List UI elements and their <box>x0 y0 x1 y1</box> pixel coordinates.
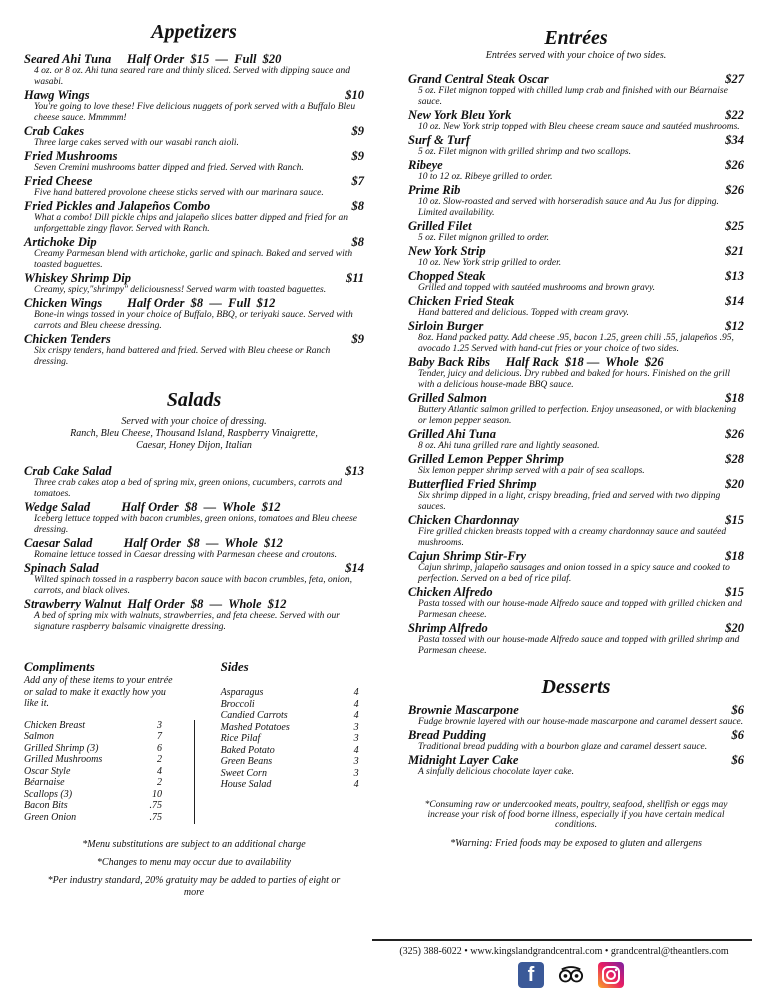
menu-item-description: A bed of spring mix with walnuts, strawberries, and feta cheese. Served with our signature raspberry balsamic vinaigrette dressing. <box>34 611 340 632</box>
menu-item-description: Cajun shrimp, jalapeño sausages and onion tossed in a spicy sauce and cooked to perfection. Served on a bed of rice pilaf. <box>418 563 730 584</box>
facebook-icon[interactable]: f <box>518 962 544 988</box>
list-item <box>24 754 187 766</box>
list-item-name: Chicken Breast <box>24 719 86 731</box>
footer-contact: (325) 388-6022 • www.kingslandgrandcentral.com • grandcentral@theantlers.com <box>399 946 729 957</box>
menu-item-header <box>24 597 364 611</box>
menu-item <box>408 513 744 549</box>
list-item-price: 3 <box>157 719 162 731</box>
menu-item-header <box>24 199 364 213</box>
menu-item-price: $10 <box>345 88 364 102</box>
list-item-price: .75 <box>149 811 162 823</box>
list-item <box>221 710 364 722</box>
list-item-name: Rice Pilaf <box>220 733 261 744</box>
menu-item-description: 10 to 12 oz. Ribeye grilled to order. <box>418 172 553 182</box>
menu-item-price: $26 <box>725 183 744 197</box>
menu-item-description: Fire grilled chicken breasts topped with a creamy chardonnay sauce and sautéed mushrooms. <box>418 527 727 548</box>
appetizers-title: Appetizers <box>151 21 237 43</box>
menu-item-header <box>24 235 364 249</box>
list-item-name: Salmon <box>24 731 54 742</box>
menu-item-name: Seared Ahi Tuna Half Order $15 — Full $20 <box>24 52 282 66</box>
menu-item-price: $26 <box>725 158 744 172</box>
menu-item-name: Chicken Tenders <box>24 332 111 346</box>
menu-item-description: Five hand battered provolone cheese sticks served with our marinara sauce. <box>34 188 324 198</box>
menu-item-name: Butterflied Fried Shrimp <box>408 477 537 491</box>
menu-item-description: 4 oz. or 8 oz. Ahi tuna seared rare and thinly sliced. Served with dipping sauce and wasabi. <box>34 66 351 87</box>
appetizers-list <box>24 52 364 368</box>
menu-item-price <box>330 500 364 514</box>
list-item <box>24 800 187 812</box>
menu-item-header <box>24 174 364 188</box>
menu-item-name: Prime Rib <box>408 183 461 197</box>
menu-item-header <box>408 294 744 308</box>
sides-section <box>221 659 364 823</box>
menu-item-price: $18 <box>725 391 744 405</box>
list-item-price: 4 <box>353 779 359 790</box>
list-item-name: Asparagus <box>220 687 264 698</box>
salads-dressings-1: Ranch, Bleu Cheese, Thousand Island, Raspberry Vinaigrette, <box>70 428 318 439</box>
salads-subtitle: Served with your choice of dressing. <box>121 416 267 427</box>
menu-item-name: Chicken Fried Steak <box>408 294 515 308</box>
note-raw-food: *Consuming raw or undercooked meats, poultry, seafood, shellfish or eggs may increase your risk of food borne illness, especially if you have certain medical conditions. <box>424 800 728 830</box>
menu-item-description: Buttery Atlantic salmon grilled to perfection. Enjoy unseasoned, or with blackening or lemon pepper season. <box>418 405 737 426</box>
menu-item-description: Six shrimp dipped in a light, crispy breading, fried and served with two dipping sauces. <box>418 491 721 512</box>
menu-item-header <box>408 183 744 197</box>
list-item-price: .75 <box>149 800 162 811</box>
compliments-section <box>24 659 187 823</box>
menu-item-name: Brownie Mascarpone <box>408 703 519 717</box>
menu-item <box>24 500 364 536</box>
menu-item-name: Chicken Wings Half Order $8 — Full $12 <box>24 296 276 310</box>
menu-item-price: $8 <box>351 235 364 249</box>
list-item-price: 7 <box>157 731 162 742</box>
menu-item-description: Creamy Parmesan blend with artichoke, garlic and spinach. Baked and served with toasted baguettes. <box>34 249 353 270</box>
menu-item-name: Bread Pudding <box>408 728 487 742</box>
menu-item-name: Grand Central Steak Oscar <box>408 72 549 86</box>
menu-item <box>408 391 744 427</box>
menu-item-name: Chopped Steak <box>408 269 486 283</box>
compliments-intro: Add any of these items to your entrée or salad to make it exactly how you like it. <box>24 675 173 709</box>
menu-item-name: Fried Mushrooms <box>24 149 118 163</box>
menu-item-header <box>24 464 364 478</box>
menu-item-description: A sinfully delicious chocolate layer cake. <box>418 767 574 777</box>
menu-item <box>408 427 744 452</box>
list-item-name: Béarnaise <box>24 777 65 788</box>
menu-item-name: Chicken Chardonnay <box>408 513 519 527</box>
desserts-list <box>408 703 744 778</box>
menu-item <box>24 332 364 368</box>
menu-item <box>24 235 364 271</box>
note-fried-foods: *Warning: Fried foods may be exposed to gluten and allergens <box>450 838 702 849</box>
menu-item <box>24 536 364 561</box>
list-item <box>24 743 187 755</box>
menu-item <box>408 477 744 513</box>
menu-item-name: Fried Cheese <box>24 174 93 188</box>
list-item-name: Green Beans <box>220 756 273 767</box>
list-item-name: Mashed Potatoes <box>220 721 290 733</box>
menu-item-description: Six lemon pepper shrimp served with a pair of sea scallops. <box>418 466 645 476</box>
instagram-icon[interactable] <box>598 962 624 988</box>
desserts-title: Desserts <box>541 676 611 698</box>
menu-item-description: Fudge brownie layered with our house-made mascarpone and caramel dessert sauce. <box>418 717 744 727</box>
list-item <box>24 777 187 789</box>
menu-item-price: $9 <box>351 149 364 163</box>
menu-item-name: Crab Cake Salad <box>24 464 112 478</box>
menu-item-description: Wilted spinach tossed in a raspberry bacon sauce with bacon crumbles, feta, onion, carrots, and black olives. <box>34 575 352 596</box>
menu-item <box>408 452 744 477</box>
menu-item-header <box>408 108 744 122</box>
list-item-price: 2 <box>157 777 162 788</box>
menu-item <box>24 174 364 199</box>
menu-item-header <box>408 585 744 599</box>
menu-item-price <box>330 597 364 611</box>
list-item-price: 4 <box>353 744 359 756</box>
menu-item-price <box>330 52 364 66</box>
menu-item-name: Strawberry Walnut Half Order $8 — Whole $12 <box>24 597 287 611</box>
list-item-name: Bacon Bits <box>24 800 68 811</box>
menu-item-name: Whiskey Shrimp Dip <box>24 271 131 285</box>
list-item <box>221 745 364 757</box>
menu-item-description: Iceberg lettuce topped with bacon crumbles, green onions, tomatoes and Bleu cheese dressing. <box>34 514 358 535</box>
list-item-name: Oscar Style <box>24 765 71 777</box>
menu-item-price: $26 <box>725 427 744 441</box>
menu-item-description: Pasta tossed with our house-made Alfredo sauce and topped with grilled chicken and Parmesan cheese. <box>418 599 743 620</box>
list-item <box>221 733 364 745</box>
list-item <box>24 766 187 778</box>
menu-item <box>408 294 744 319</box>
menu-item-description: Six crispy tenders, hand battered and fried. Served with Bleu cheese or Ranch dressing. <box>34 346 331 367</box>
menu-item-name: Chicken Alfredo <box>408 585 493 599</box>
menu-item <box>408 355 744 391</box>
menu-item-header <box>408 427 744 441</box>
footer-divider <box>372 939 752 941</box>
menu-item-header <box>408 549 744 563</box>
list-item-name: Broccoli <box>220 698 255 710</box>
list-item-price: 4 <box>353 687 359 698</box>
menu-item-header <box>408 355 744 369</box>
menu-item <box>408 753 744 778</box>
menu-item-description: Three crab cakes atop a bed of spring mix, green onions, cucumbers, carrots and tomatoes. <box>34 478 343 499</box>
menu-item-price: $6 <box>731 703 744 717</box>
right-column <box>408 0 744 850</box>
menu-item <box>408 158 744 183</box>
menu-item-price: $9 <box>351 332 364 346</box>
social-icons <box>518 962 624 990</box>
menu-item-header <box>408 703 744 717</box>
menu-item-price: $14 <box>725 294 744 308</box>
menu-item <box>24 296 364 332</box>
menu-item-header <box>408 269 744 283</box>
menu-item-header <box>408 621 744 635</box>
menu-item-description: Grilled and topped with sautéed mushrooms and brown gravy. <box>418 283 656 293</box>
menu-item-header <box>408 133 744 147</box>
note-changes: *Changes to menu may occur due to availability <box>96 857 292 868</box>
menu-item-description: What a combo! Dill pickle chips and jalapeño slices batter dipped and fried for an unforgettable zingy flavor. Served with Ranch. <box>34 213 348 234</box>
menu-item-price: $8 <box>351 199 364 213</box>
list-item <box>24 720 187 732</box>
menu-item-description: Hand battered and delicious. Topped with cream gravy. <box>418 308 629 318</box>
list-item-price: 10 <box>152 788 162 800</box>
menu-item-name: Baby Back Ribs Half Rack $18 — Whole $26 <box>408 355 664 369</box>
list-item-price: 2 <box>157 754 162 765</box>
menu-item-price: $20 <box>725 621 744 635</box>
list-item-price: 4 <box>157 765 162 777</box>
right-notes <box>408 800 744 850</box>
menu-item-header <box>24 149 364 163</box>
menu-item-price <box>710 355 744 369</box>
column-divider <box>194 720 195 824</box>
menu-item <box>408 703 744 728</box>
list-item-name: Baked Potato <box>220 744 275 756</box>
list-item-price: 3 <box>353 733 359 744</box>
sides-title: Sides <box>220 659 249 674</box>
tripadvisor-icon[interactable] <box>558 962 584 988</box>
menu-item <box>408 621 744 657</box>
menu-item <box>408 585 744 621</box>
menu-item-header <box>24 561 364 575</box>
list-item <box>221 779 364 791</box>
list-item <box>24 812 187 824</box>
menu-item-price: $9 <box>351 124 364 138</box>
menu-item-price: $13 <box>725 269 744 283</box>
menu-item-header <box>408 753 744 767</box>
menu-item-name: Grilled Salmon <box>408 391 487 405</box>
menu-item-price <box>330 296 364 310</box>
menu-item-price: $15 <box>725 513 744 527</box>
menu-item-header <box>408 513 744 527</box>
menu-item-name: Artichoke Dip <box>24 235 97 249</box>
menu-item-description: 10 oz. Slow-roasted and served with horseradish sauce and Au Jus for dipping. Limited availability. <box>418 197 719 218</box>
list-item <box>24 789 187 801</box>
list-item-price: 6 <box>157 742 162 754</box>
menu-item-header <box>24 124 364 138</box>
menu-item <box>408 319 744 355</box>
menu-item-name: Ribeye <box>408 158 443 172</box>
menu-item-header <box>408 391 744 405</box>
menu-item-description: Creamy, spicy,"shrimpy" deliciousness! Served warm with toasted baguettes. <box>34 285 327 295</box>
menu-item-price: $6 <box>731 728 744 742</box>
menu-item <box>24 52 364 88</box>
list-item <box>221 687 364 699</box>
menu-item-description: Bone-in wings tossed in your choice of Buffalo, BBQ, or teriyaki sauce. Served with carrots and Bleu cheese dressing. <box>34 310 353 331</box>
list-item <box>221 768 364 780</box>
entrees-subtitle: Entrées served with your choice of two sides. <box>485 50 667 61</box>
menu-item-header <box>408 319 744 333</box>
list-item-price: 4 <box>353 698 359 710</box>
menu-item-name: Wedge Salad Half Order $8 — Whole $12 <box>24 500 281 514</box>
menu-item-name: New York Strip <box>408 244 486 258</box>
menu-item-header <box>24 296 364 310</box>
compliments-title: Compliments <box>24 659 95 674</box>
menu-item-price: $7 <box>351 174 364 188</box>
menu-item-name: Fried Pickles and Jalapeños Combo <box>24 199 211 213</box>
menu-item <box>24 271 364 296</box>
menu-item-header <box>24 52 364 66</box>
list-item-name: House Salad <box>220 779 272 790</box>
menu-item <box>24 597 364 633</box>
menu-item-name: Shrimp Alfredo <box>408 621 488 635</box>
menu-item-header <box>408 477 744 491</box>
menu-item-price: $21 <box>725 244 744 258</box>
menu-item-description: Tender, juicy and delicious. Dry rubbed and baked for hours. Finished on the grill with a delicious house-made BBQ sauce. <box>418 369 731 390</box>
menu-item-header <box>24 500 364 514</box>
list-item-price: 3 <box>353 767 359 779</box>
menu-item <box>408 244 744 269</box>
list-item-price: 3 <box>353 721 359 733</box>
menu-item-price: $15 <box>725 585 744 599</box>
menu-item-description: Traditional bread pudding with a bourbon glaze and caramel dessert sauce. <box>418 742 708 752</box>
list-item-name: Green Onion <box>24 811 77 823</box>
list-item-name: Scallops (3) <box>24 788 73 800</box>
menu-item <box>408 269 744 294</box>
menu-item-header <box>408 452 744 466</box>
menu-item-description: Three large cakes served with our wasabi ranch aioli. <box>34 138 239 148</box>
salads-list <box>24 464 364 633</box>
menu-item-description: 8 oz. Ahi tuna grilled rare and lightly seasoned. <box>418 441 600 451</box>
menu-item-description: Romaine lettuce tossed in Caesar dressing with Parmesan cheese and croutons. <box>34 550 337 560</box>
menu-item-name: Surf & Turf <box>408 133 471 147</box>
salads-title: Salads <box>166 389 222 411</box>
menu-item-price: $18 <box>725 549 744 563</box>
list-item-name: Grilled Mushrooms <box>24 754 103 765</box>
list-item <box>221 699 364 711</box>
menu-item-header <box>408 219 744 233</box>
menu-item-name: Grilled Lemon Pepper Shrimp <box>408 452 564 466</box>
menu-item-price: $25 <box>725 219 744 233</box>
menu-item-name: Midnight Layer Cake <box>408 753 519 767</box>
menu-item <box>408 549 744 585</box>
menu-item <box>408 728 744 753</box>
menu-item-price: $13 <box>345 464 364 478</box>
menu-item-name: Caesar Salad Half Order $8 — Whole $12 <box>24 536 283 550</box>
menu-item-description: 10 oz. New York strip grilled to order. <box>418 258 562 268</box>
menu-item-header <box>408 158 744 172</box>
compliments-list <box>24 720 187 824</box>
menu-item-name: Grilled Ahi Tuna <box>408 427 496 441</box>
entrees-title: Entrées <box>544 27 608 49</box>
list-item-price: 3 <box>353 756 359 767</box>
menu-item-description: Seven Cremini mushrooms batter dipped and fried. Served with Ranch. <box>34 163 304 173</box>
menu-item-description: 10 oz. New York strip topped with Bleu cheese cream sauce and sautéed mushrooms. <box>418 122 740 132</box>
menu-item-header <box>24 332 364 346</box>
left-notes <box>24 839 364 899</box>
menu-item <box>408 183 744 219</box>
menu-item-header <box>24 271 364 285</box>
list-item <box>24 731 187 743</box>
menu-item-description: 5 oz. Filet mignon topped with chilled lump crab and finished with our Béarnaise sauce. <box>418 86 728 107</box>
menu-item-price: $28 <box>725 452 744 466</box>
menu-item-description: 5 oz. Filet mignon with grilled shrimp and two scallops. <box>418 147 631 157</box>
menu-item-price <box>330 536 364 550</box>
menu-item-header <box>408 728 744 742</box>
menu-item-price: $14 <box>345 561 364 575</box>
menu-item <box>408 219 744 244</box>
menu-item <box>24 464 364 500</box>
menu-item-name: Hawg Wings <box>24 88 90 102</box>
salads-dressings-2: Caesar, Honey Dijon, Italian <box>136 440 252 451</box>
menu-item-price: $20 <box>725 477 744 491</box>
menu-item-description: 5 oz. Filet mignon grilled to order. <box>418 233 550 243</box>
menu-item-price: $12 <box>725 319 744 333</box>
menu-item-name: New York Bleu York <box>408 108 512 122</box>
note-gratuity: *Per industry standard, 20% gratuity may be added to parties of eight or more <box>47 875 341 898</box>
list-item <box>221 722 364 734</box>
list-item <box>221 756 364 768</box>
menu-item-price: $27 <box>725 72 744 86</box>
menu-item-name: Sirloin Burger <box>408 319 484 333</box>
menu-item <box>24 561 364 597</box>
menu-item-price: $22 <box>725 108 744 122</box>
menu-item <box>24 124 364 149</box>
menu-item <box>24 199 364 235</box>
menu-item-description: Pasta tossed with our house-made Alfredo sauce and topped with grilled shrimp and Parmesan cheese. <box>418 635 740 656</box>
menu-item-price: $34 <box>725 133 744 147</box>
menu-item <box>24 88 364 124</box>
menu-item-name: Spinach Salad <box>24 561 99 575</box>
list-item-name: Candied Carrots <box>220 710 288 721</box>
menu-item-header <box>24 536 364 550</box>
menu-item-description: 8oz. Hand packed patty. Add cheese .95, bacon 1.25, green chili .55, jalapeños .95, avocado 1.25 Served with hand-cut fries or your choice of two sides. <box>418 333 734 354</box>
list-item-name: Sweet Corn <box>220 767 267 779</box>
list-item-price: 4 <box>353 710 359 721</box>
menu-item-description: You're going to love these! Five delicious nuggets of pork served with a Buffalo Bleu cheese sauce. Mmmmm! <box>34 102 356 123</box>
sides-list <box>221 687 364 791</box>
menu-item <box>24 149 364 174</box>
menu-item-header <box>24 88 364 102</box>
note-substitutions: *Menu substitutions are subject to an additional charge <box>82 839 306 850</box>
menu-item-name: Crab Cakes <box>24 124 85 138</box>
menu-item <box>408 72 744 108</box>
list-item-name: Grilled Shrimp (3) <box>24 742 99 754</box>
menu-item-header <box>408 244 744 258</box>
menu-item-name: Cajun Shrimp Stir-Fry <box>408 549 527 563</box>
menu-item-price: $6 <box>731 753 744 767</box>
menu-item <box>408 133 744 158</box>
entrees-list <box>408 72 744 657</box>
menu-item-header <box>408 72 744 86</box>
menu-item-name: Grilled Filet <box>408 219 472 233</box>
menu-item <box>408 108 744 133</box>
menu-item-price: $11 <box>345 271 364 285</box>
